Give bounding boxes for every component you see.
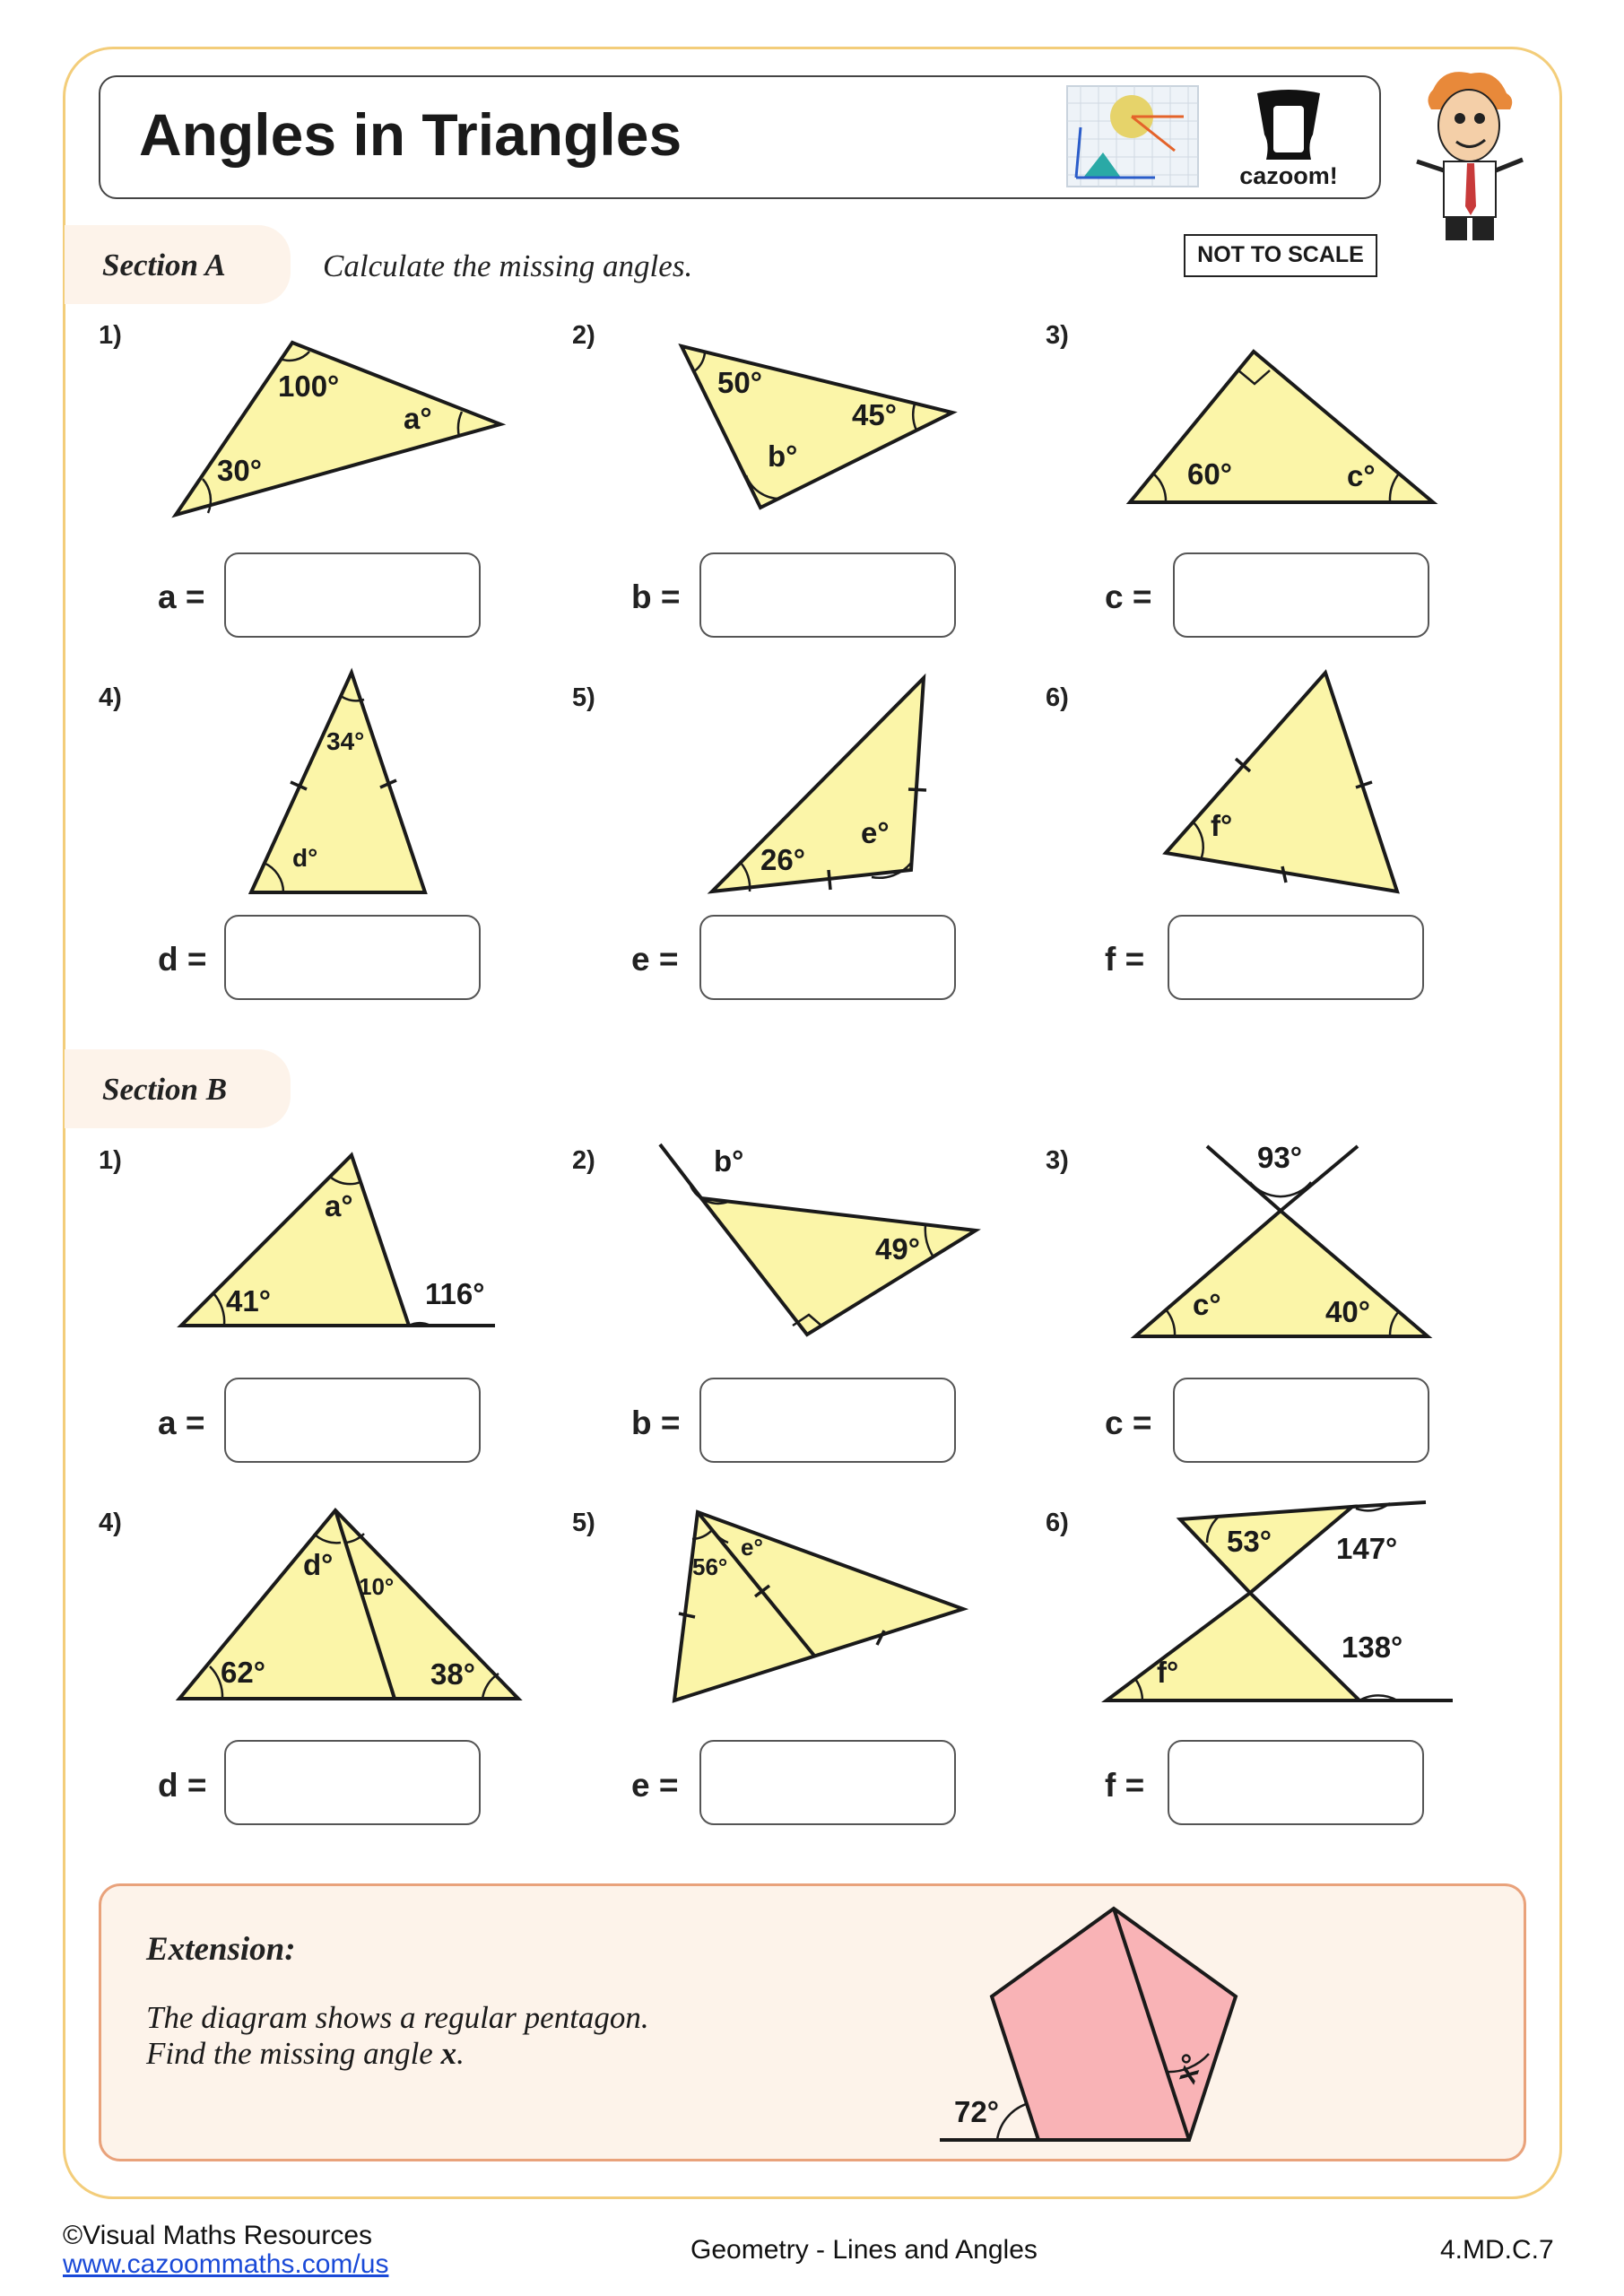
question-number: 5) [572, 1509, 595, 1537]
b2-extension-line [660, 1144, 701, 1198]
angle-label: 100° [278, 370, 340, 403]
footer-standard: 4.MD.C.7 [1440, 2235, 1554, 2265]
question-number: 2) [572, 321, 595, 350]
section-b-label: Section B [102, 1072, 228, 1107]
angle-label: 93° [1257, 1141, 1302, 1174]
answer-label: a = [158, 578, 205, 615]
angle-label: 38° [430, 1657, 475, 1691]
extension-line-1: The diagram shows a regular pentagon. [146, 2000, 649, 2035]
triangle-a6 [1166, 673, 1397, 891]
question-number: 4) [99, 1509, 122, 1537]
question-number: 5) [572, 683, 595, 712]
answer-label: e = [631, 941, 679, 978]
question-number: 1) [99, 321, 122, 350]
angle-label: c° [1347, 459, 1376, 492]
answer-label: c = [1105, 1405, 1152, 1441]
angle-label: b° [768, 439, 798, 473]
angle-label: e° [741, 1534, 763, 1561]
extension-title: Extension: [146, 1931, 296, 1968]
triangle-b5 [674, 1512, 963, 1700]
answer-label: e = [631, 1767, 679, 1804]
angle-label: 60° [1187, 457, 1232, 491]
answer-label: f = [1105, 941, 1145, 978]
question-number: 4) [99, 683, 122, 712]
question-number: 6) [1046, 683, 1069, 712]
triangle-b1 [181, 1155, 409, 1326]
triangle-a1 [176, 343, 500, 515]
angle-label: c° [1193, 1288, 1221, 1321]
angle-label: 40° [1325, 1295, 1370, 1328]
angle-label: a° [325, 1189, 353, 1222]
answer-label: b = [631, 578, 681, 615]
angle-label: d° [292, 844, 318, 872]
triangle-b6-bottom [1107, 1593, 1359, 1700]
instruction: Calculate the missing angles. [323, 248, 693, 283]
angle-label: 10° [359, 1573, 395, 1600]
angle-label: 30° [217, 454, 262, 487]
answer-label: c = [1105, 578, 1152, 615]
angle-label: 50° [717, 366, 762, 399]
angle-label: 34° [326, 727, 365, 755]
extension-line-2: Find the missing angle x. [146, 2036, 465, 2071]
answer-label: d = [158, 1767, 207, 1804]
brand-text: cazoom! [1239, 162, 1338, 189]
triangle-a4 [251, 673, 425, 892]
tick-mark [829, 870, 830, 890]
triangle-b3 [1135, 1211, 1428, 1336]
question-number: 3) [1046, 321, 1069, 350]
angle-label: 62° [221, 1656, 265, 1689]
angle-label: a° [404, 402, 432, 435]
tick-mark [908, 789, 926, 790]
question-number: 6) [1046, 1509, 1069, 1537]
angle-label: 72° [954, 2095, 999, 2128]
triangle-b2 [701, 1198, 976, 1335]
answer-label: f = [1105, 1767, 1145, 1804]
angle-label: e° [861, 816, 890, 849]
angle-label: f° [1157, 1656, 1179, 1689]
footer-link[interactable]: www.cazoommaths.com/us [63, 2249, 389, 2279]
angle-label: 116° [425, 1277, 485, 1310]
footer-copyright: ©Visual Maths Resources [63, 2221, 373, 2250]
question-number: 3) [1046, 1146, 1069, 1175]
angle-label: 147° [1336, 1532, 1398, 1565]
answer-label: a = [158, 1405, 205, 1441]
angle-label: 26° [760, 843, 805, 876]
angle-label: b° [714, 1144, 744, 1178]
angle-label: 41° [226, 1284, 271, 1318]
angle-label: 56° [692, 1553, 728, 1580]
not-to-scale-badge: NOT TO SCALE [1184, 234, 1377, 277]
angle-label: 49° [875, 1232, 920, 1265]
angle-label: 138° [1342, 1631, 1403, 1664]
angle-label: 53° [1227, 1525, 1272, 1558]
angle-label: x° [1168, 2049, 1210, 2088]
angle-label: f° [1211, 809, 1233, 842]
answer-label: d = [158, 941, 207, 978]
footer-topic: Geometry - Lines and Angles [690, 2235, 1038, 2265]
question-number: 1) [99, 1146, 122, 1175]
angle-label: d° [303, 1548, 334, 1581]
pentagon [992, 1909, 1236, 2140]
triangle-a5 [712, 678, 924, 891]
answer-label: b = [631, 1405, 681, 1441]
section-a-label: Section A [102, 248, 226, 283]
page-title: Angles in Triangles [139, 101, 682, 168]
triangle-a3 [1130, 352, 1433, 502]
angle-arc [997, 2104, 1026, 2140]
angle-label: 45° [852, 398, 897, 431]
question-number: 2) [572, 1146, 595, 1175]
